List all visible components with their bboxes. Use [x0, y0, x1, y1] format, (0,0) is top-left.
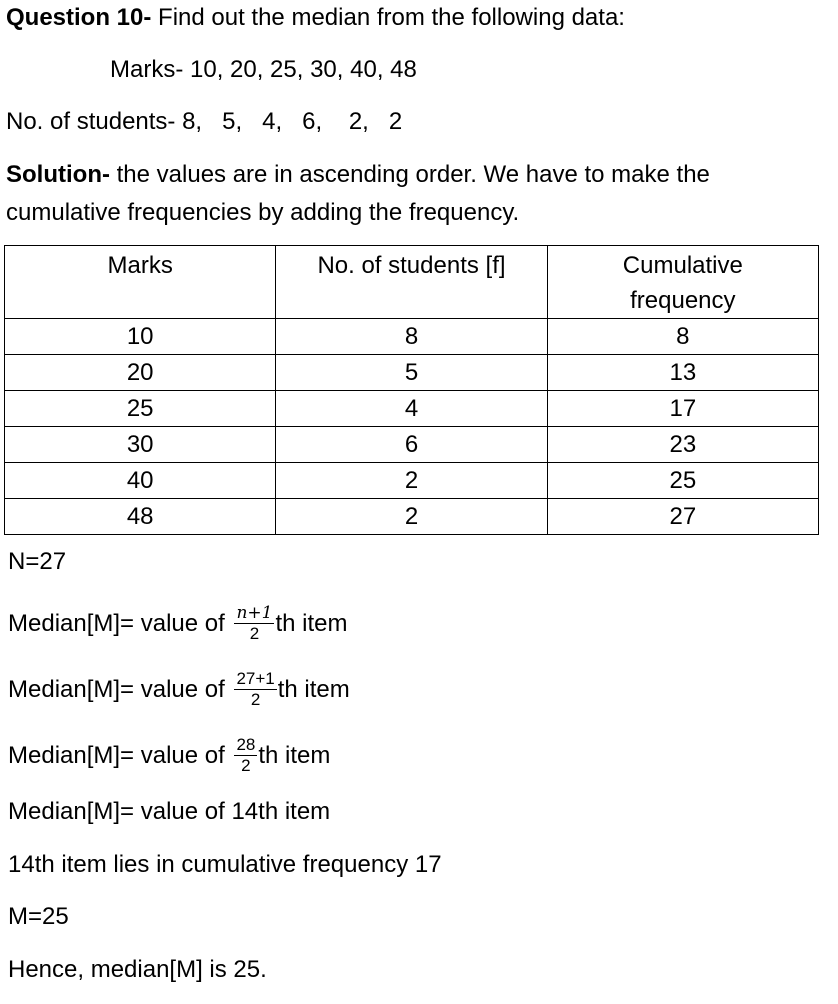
cell-students: 6	[276, 427, 547, 463]
cell-cumulative: 23	[547, 427, 818, 463]
header-cumulative-frequency	[547, 246, 818, 319]
cell-cumulative: 27	[547, 499, 818, 535]
median-formula-line	[8, 604, 348, 644]
header-students: No. of students [f]	[276, 246, 547, 319]
header-marks: Marks	[5, 246, 276, 319]
fraction-27-plus-1-over-2	[234, 670, 276, 710]
cell-marks: 25	[5, 391, 276, 427]
cell-marks: 10	[5, 319, 276, 355]
fraction-numerator: 27+1	[236, 669, 275, 688]
median-14th-item-line: Median[M]= value of 14th item	[8, 798, 331, 825]
header-cumulative-line-2: frequency	[630, 287, 736, 314]
median-simplified-line	[8, 736, 330, 776]
students-data-line: No. of students- 8, 5, 4, 6, 2, 2	[6, 108, 403, 135]
question-label: Question 10-	[6, 4, 152, 31]
n-total-line: N=27	[8, 548, 67, 575]
th-item-text: th item	[277, 676, 350, 703]
solution-intro	[6, 159, 710, 191]
table-row	[5, 391, 819, 427]
cumulative-lookup-line: 14th item lies in cumulative frequency 17	[8, 851, 442, 878]
header-cumulative-line-1: Cumulative	[622, 252, 743, 279]
cell-students: 5	[276, 355, 547, 391]
solution-text: the values are in ascending order. We have to make the	[109, 161, 710, 188]
median-prefix: Median[M]= value of	[8, 610, 232, 637]
table-row	[5, 319, 819, 355]
fraction-denominator: 2	[249, 624, 260, 643]
median-result-line: M=25	[8, 903, 69, 930]
cell-marks: 30	[5, 427, 276, 463]
cell-students: 8	[276, 319, 547, 355]
cell-cumulative: 13	[547, 355, 818, 391]
cell-students: 2	[276, 499, 547, 535]
cell-cumulative: 17	[547, 391, 818, 427]
table-row	[5, 427, 819, 463]
conclusion-line: Hence, median[M] is 25.	[8, 956, 267, 983]
question-heading	[6, 2, 625, 34]
fraction-numerator: 28	[236, 735, 256, 754]
cell-cumulative: 25	[547, 463, 818, 499]
cell-students: 2	[276, 463, 547, 499]
cell-marks: 20	[5, 355, 276, 391]
table-header-row	[5, 246, 819, 319]
table-row	[5, 499, 819, 535]
frequency-table	[4, 245, 819, 535]
th-item-text: th item	[258, 742, 331, 769]
table-row	[5, 355, 819, 391]
fraction-28-over-2	[234, 736, 257, 776]
fraction-numerator: n+1	[236, 603, 273, 623]
table-row	[5, 463, 819, 499]
fraction-denominator: 2	[241, 756, 251, 775]
solution-label: Solution-	[6, 161, 110, 188]
cell-cumulative: 8	[547, 319, 818, 355]
median-prefix: Median[M]= value of	[8, 742, 232, 769]
median-substituted-line	[8, 670, 350, 710]
fraction-n-plus-1-over-2	[234, 604, 274, 644]
median-prefix: Median[M]= value of	[8, 676, 232, 703]
cell-students: 4	[276, 391, 547, 427]
solution-text-continued: cumulative frequencies by adding the frequency.	[6, 199, 520, 226]
question-text: Find out the median from the following data:	[151, 4, 625, 31]
cell-marks: 48	[5, 499, 276, 535]
marks-data-line: Marks- 10, 20, 25, 30, 40, 48	[110, 56, 417, 83]
cell-marks: 40	[5, 463, 276, 499]
fraction-denominator: 2	[250, 690, 261, 709]
th-item-text: th item	[275, 610, 348, 637]
